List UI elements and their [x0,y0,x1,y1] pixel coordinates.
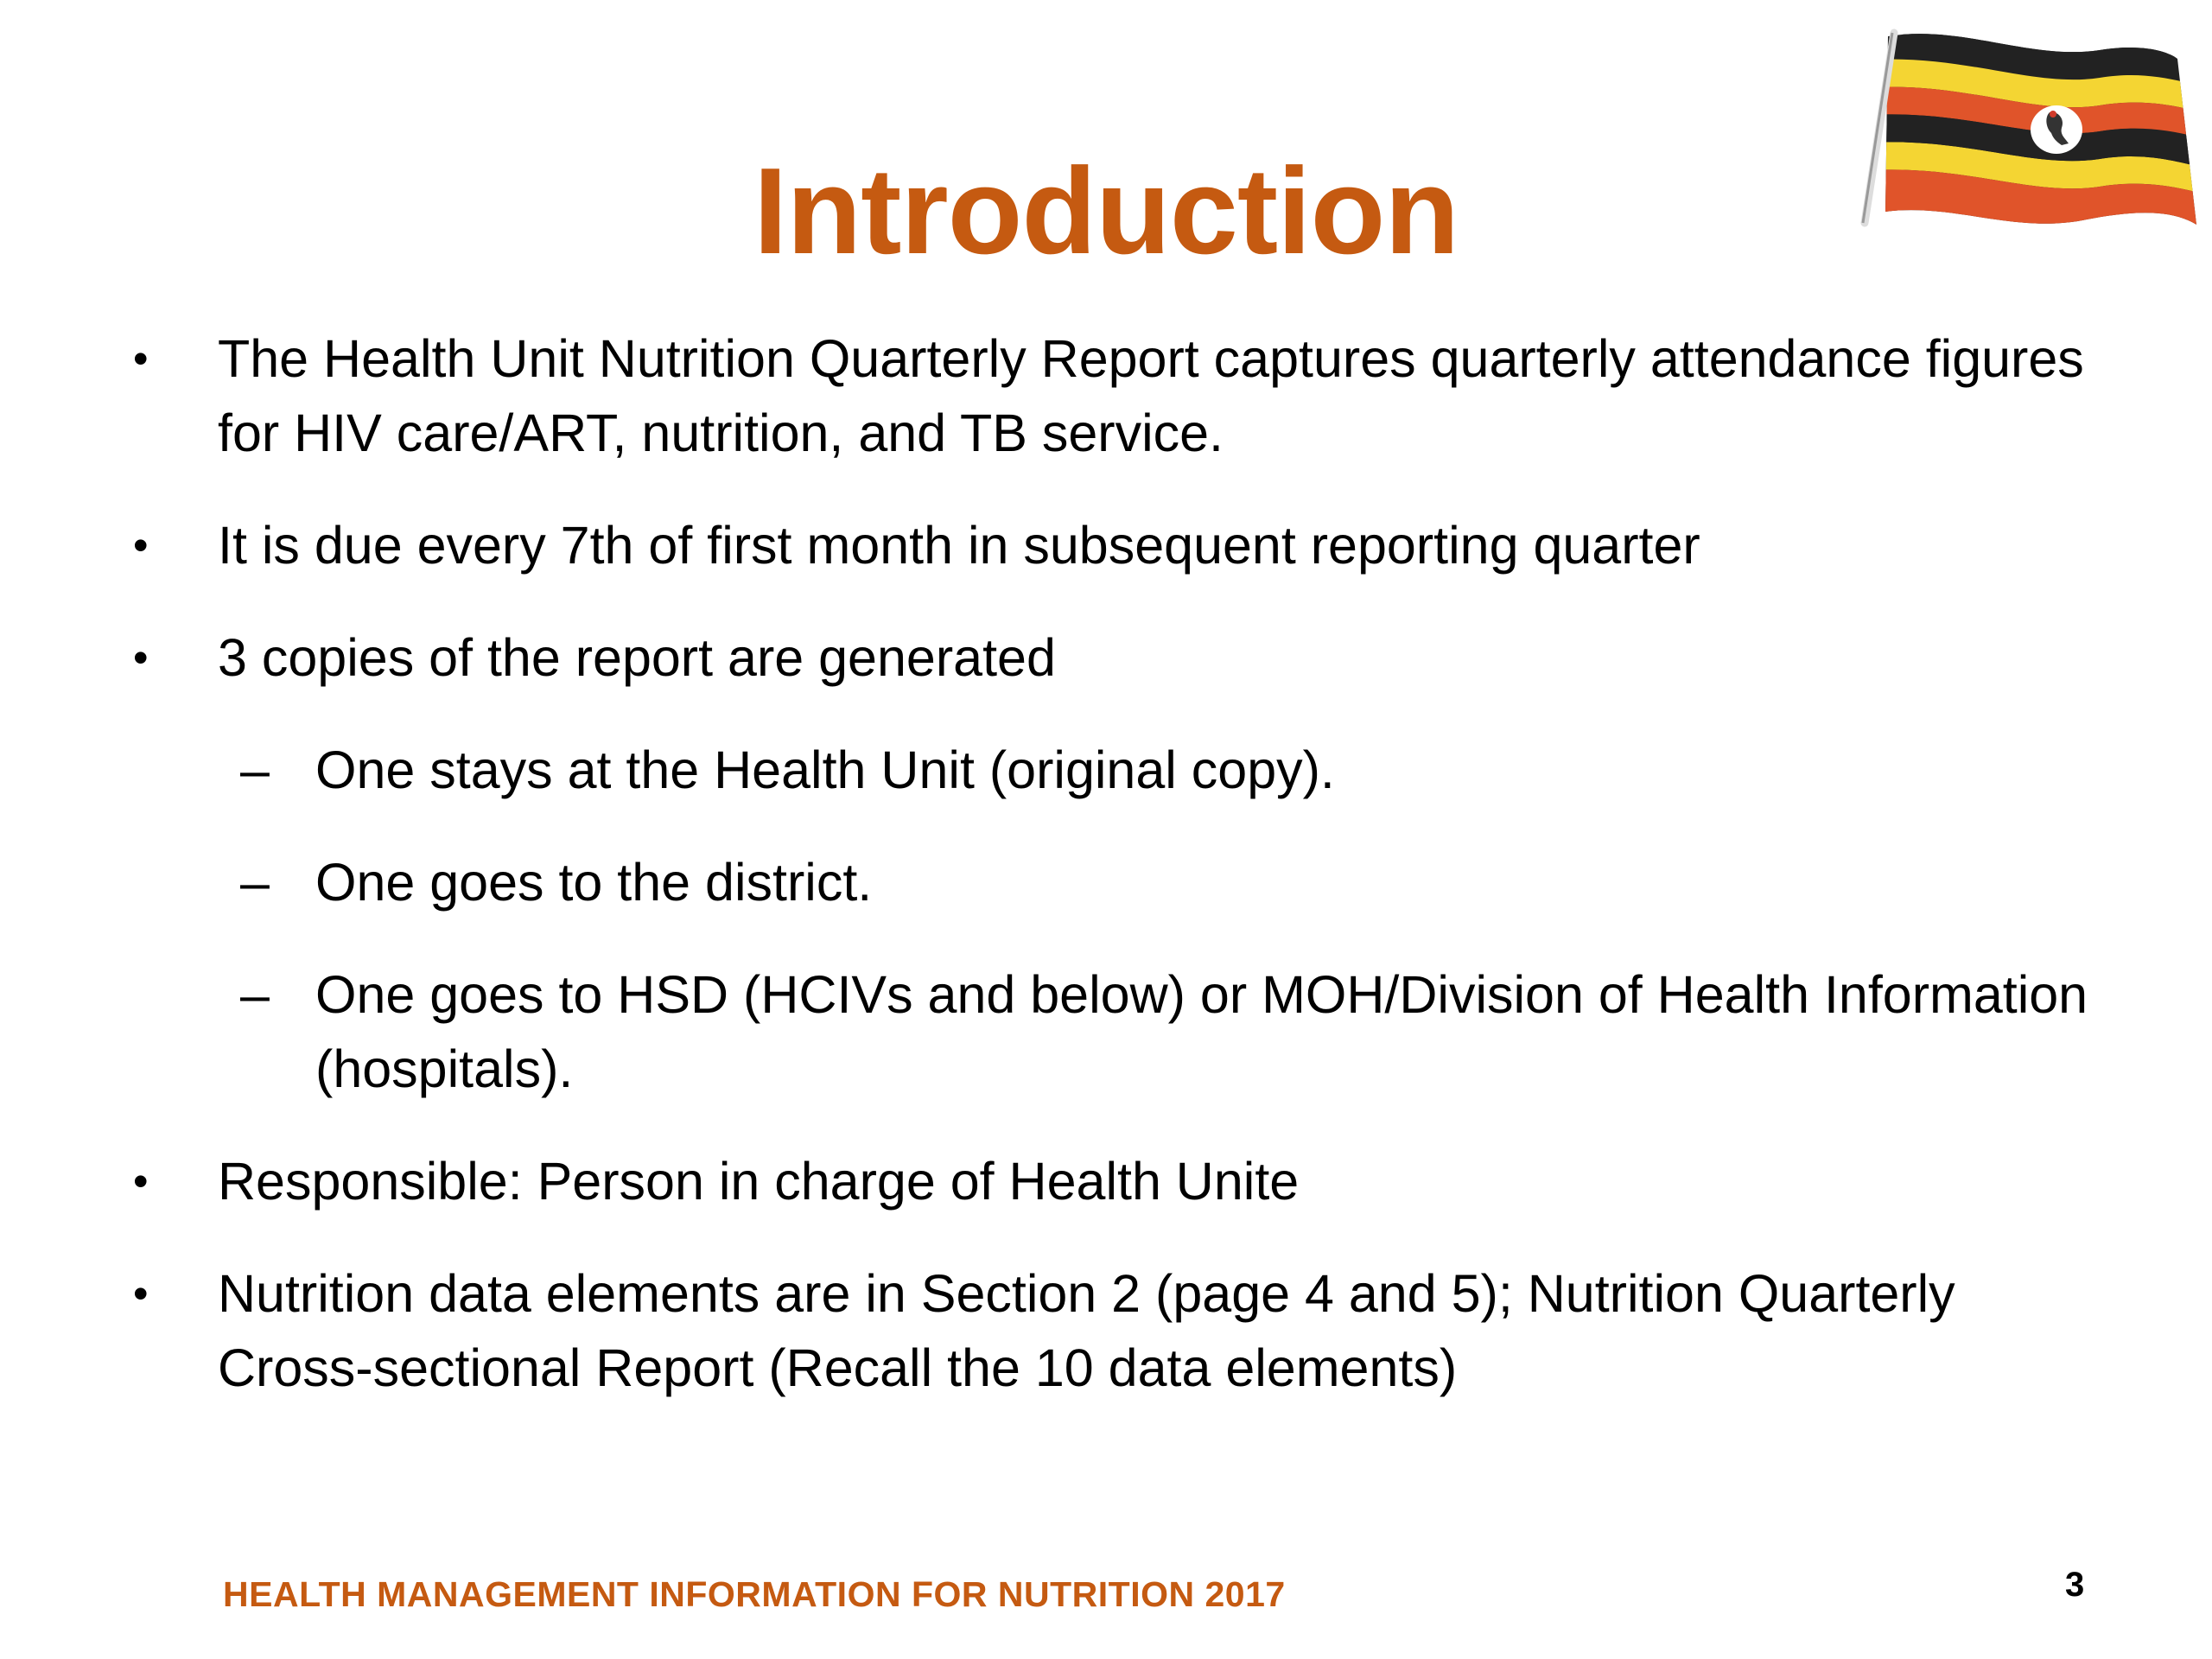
bullet-marker: • [133,633,149,682]
list-item [130,845,2100,919]
list-item [130,1144,2100,1218]
dash-marker: – [240,853,270,912]
bullet-marker: • [133,1157,149,1205]
bullet-text: One goes to HSD (HCIVs and below) or MOH/Division of Health Information (hospitals). [315,965,2088,1098]
bullet-text: One stays at the Health Unit (original copy). [315,741,1335,799]
dash-marker: – [240,965,270,1024]
bullet-text: Responsible: Person in charge of Health Unite [218,1152,1300,1211]
bullet-text: 3 copies of the report are generated [218,628,1056,687]
slide-title: Introduction [753,143,1459,280]
bullet-text: Nutrition data elements are in Section 2 (page 4 and 5); Nutrition Quarterly Cross-sectional Report (Recall the 10 data elements) [218,1264,1955,1397]
list-item [130,1256,2100,1405]
bullet-marker: • [133,521,149,569]
bullet-marker: • [133,1269,149,1318]
dash-marker: – [240,741,270,799]
page-number: 3 [2065,1566,2085,1604]
list-item [130,620,2100,695]
uganda-flag-icon [1858,26,2203,242]
list-item [130,321,2100,470]
list-item [130,508,2100,582]
list-item [130,733,2100,807]
slide-footer: HEALTH MANAGEMENT INFORMATION FOR NUTRITION 2017 [223,1574,1286,1614]
list-item [130,957,2100,1106]
bullet-text: It is due every 7th of first month in subsequent reporting quarter [218,516,1700,575]
bullet-text: One goes to the district. [315,853,873,912]
bullet-marker: • [133,334,149,383]
bullet-list [130,321,2100,1443]
bullet-text: The Health Unit Nutrition Quarterly Report captures quarterly attendance figures for HIV care/ART, nutrition, and TB service. [218,329,2084,462]
